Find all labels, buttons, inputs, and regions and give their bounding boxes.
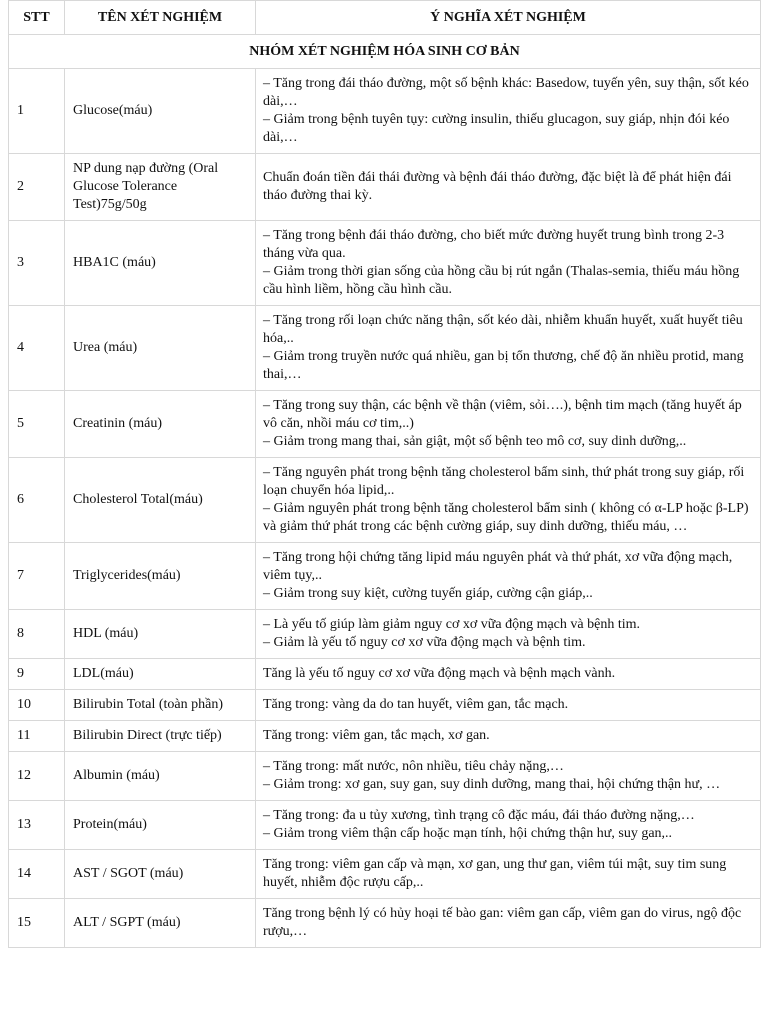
meaning-line: – Giảm trong truyền nước quá nhiều, gan bị tổn thương, chế độ ăn nhiều protid, mang thai,… [263, 349, 744, 382]
row-test-name: Triglycerides(máu) [65, 543, 256, 610]
meaning-line: – Tăng trong rối loạn chức năng thận, sốt kéo dài, nhiễm khuẩn huyết, xuất huyết tiêu hóa,.. [263, 313, 743, 346]
row-stt: 5 [9, 391, 65, 458]
table-row [9, 458, 761, 543]
table-row [9, 221, 761, 306]
row-test-name: HDL (máu) [65, 610, 256, 659]
row-stt: 14 [9, 850, 65, 899]
table-row [9, 391, 761, 458]
meaning-line: Tăng trong: viêm gan cấp và mạn, xơ gan, ung thư gan, viêm túi mật, suy tim sung huyết, nhiễm độc rượu cấp,.. [263, 857, 727, 890]
table-row [9, 752, 761, 801]
table-row [9, 899, 761, 948]
row-test-meaning [256, 659, 761, 690]
table-row [9, 801, 761, 850]
meaning-line: – Giảm là yếu tố nguy cơ xơ vữa động mạch và bệnh tim. [263, 635, 586, 650]
meaning-line: – Tăng trong suy thận, các bệnh về thận (viêm, sỏi….), bệnh tim mạch (tăng huyết áp vô căn, nhồi máu cơ tim,..) [263, 398, 742, 431]
row-test-meaning [256, 306, 761, 391]
row-test-meaning [256, 69, 761, 154]
row-test-meaning [256, 721, 761, 752]
row-test-name: ALT / SGPT (máu) [65, 899, 256, 948]
meaning-line: – Giảm trong thời gian sống của hồng cầu bị rút ngắn (Thalas-semia, thiếu máu hồng cầu hình liềm, hồng cầu hình cầu. [263, 264, 740, 297]
row-test-name: Bilirubin Total (toàn phần) [65, 690, 256, 721]
row-test-name: Glucose(máu) [65, 69, 256, 154]
meaning-line: Tăng trong: viêm gan, tắc mạch, xơ gan. [263, 728, 490, 743]
row-test-name: Creatinin (máu) [65, 391, 256, 458]
row-stt: 4 [9, 306, 65, 391]
row-test-meaning [256, 221, 761, 306]
meaning-line: – Tăng trong: đa u tủy xương, tình trạng cô đặc máu, đái tháo đường nặng,… [263, 808, 695, 823]
table-row [9, 306, 761, 391]
row-stt: 1 [9, 69, 65, 154]
row-stt: 10 [9, 690, 65, 721]
row-test-meaning [256, 458, 761, 543]
table-row [9, 659, 761, 690]
meaning-line: – Tăng nguyên phát trong bệnh tăng cholesterol bẩm sinh, thứ phát trong suy giáp, rối loạn chuyển hóa lipid,.. [263, 465, 745, 498]
table-row [9, 154, 761, 221]
table-row [9, 721, 761, 752]
row-test-meaning [256, 752, 761, 801]
table-row [9, 543, 761, 610]
row-test-meaning [256, 543, 761, 610]
meaning-line: – Giảm nguyên phát trong bệnh tăng cholesterol bẩm sinh ( không có α-LP hoặc β-LP) và giảm thứ phát trong các bệnh cường giáp, suy dinh dưỡng, thiếu máu, … [263, 501, 749, 534]
row-test-meaning [256, 610, 761, 659]
table-row [9, 850, 761, 899]
row-stt: 3 [9, 221, 65, 306]
meaning-line: – Giảm trong viêm thận cấp hoặc mạn tính, hội chứng thận hư, suy gan,.. [263, 826, 673, 841]
meaning-line: – Giảm trong suy kiệt, cường tuyến giáp, cường cận giáp,.. [263, 586, 593, 601]
row-stt: 2 [9, 154, 65, 221]
row-test-meaning [256, 850, 761, 899]
meaning-line: – Tăng trong bệnh đái tháo đường, cho biết mức đường huyết trung bình trong 2-3 tháng vừa qua. [263, 228, 725, 261]
meaning-line: – Tăng trong đái tháo đường, một số bệnh khác: Basedow, tuyến yên, suy thận, sốt kéo dài,… [263, 76, 749, 109]
header-test-meaning: Ý NGHĨA XÉT NGHIỆM [256, 1, 761, 35]
meaning-line: – Tăng trong hội chứng tăng lipid máu nguyên phát và thứ phát, xơ vữa động mạch, viêm tụy,.. [263, 550, 733, 583]
row-stt: 15 [9, 899, 65, 948]
meaning-line: – Giảm trong mang thai, sản giật, một số bệnh teo mô cơ, suy dinh dưỡng,.. [263, 434, 687, 449]
row-test-meaning [256, 154, 761, 221]
row-stt: 8 [9, 610, 65, 659]
meaning-line: Tăng là yếu tố nguy cơ xơ vữa động mạch và bệnh mạch vành. [263, 666, 616, 681]
row-test-meaning [256, 690, 761, 721]
lab-tests-table [8, 0, 761, 948]
meaning-line: Chuẩn đoán tiền đái thái đường và bệnh đái tháo đường, đặc biệt là để phát hiện đái tháo đường thai kỳ. [263, 170, 732, 203]
row-stt: 13 [9, 801, 65, 850]
table-header [9, 1, 761, 35]
row-test-meaning [256, 801, 761, 850]
meaning-line: – Giảm trong bệnh tuyên tụy: cường insulin, thiếu glucagon, suy giáp, nhịn đói kéo dài,… [263, 112, 730, 145]
row-stt: 6 [9, 458, 65, 543]
row-test-name: NP dung nạp đường (Oral Glucose Tolerance Test)75g/50g [65, 154, 256, 221]
meaning-line: – Tăng trong: mất nước, nôn nhiều, tiêu chảy nặng,… [263, 759, 564, 774]
table-row [9, 690, 761, 721]
row-test-name: Urea (máu) [65, 306, 256, 391]
row-stt: 9 [9, 659, 65, 690]
table-row [9, 610, 761, 659]
header-stt: STT [9, 1, 65, 35]
row-stt: 7 [9, 543, 65, 610]
group-title: NHÓM XÉT NGHIỆM HÓA SINH CƠ BẢN [9, 35, 761, 69]
header-test-name: TÊN XÉT NGHIỆM [65, 1, 256, 35]
row-test-name: Cholesterol Total(máu) [65, 458, 256, 543]
row-test-meaning [256, 391, 761, 458]
meaning-line: – Giảm trong: xơ gan, suy gan, suy dinh dưỡng, mang thai, hội chứng thận hư, … [263, 777, 721, 792]
group-row [9, 35, 761, 69]
row-test-name: HBA1C (máu) [65, 221, 256, 306]
row-stt: 11 [9, 721, 65, 752]
meaning-line: Tăng trong: vàng da do tan huyết, viêm gan, tắc mạch. [263, 697, 569, 712]
table-row [9, 69, 761, 154]
table-body [9, 35, 761, 948]
row-test-meaning [256, 899, 761, 948]
row-stt: 12 [9, 752, 65, 801]
row-test-name: Bilirubin Direct (trực tiếp) [65, 721, 256, 752]
header-row [9, 1, 761, 35]
row-test-name: Protein(máu) [65, 801, 256, 850]
meaning-line: Tăng trong bệnh lý có hủy hoại tế bào gan: viêm gan cấp, viêm gan do virus, ngộ độc rượu,… [263, 906, 742, 939]
row-test-name: LDL(máu) [65, 659, 256, 690]
meaning-line: – Là yếu tố giúp làm giảm nguy cơ xơ vữa động mạch và bệnh tim. [263, 617, 640, 632]
row-test-name: AST / SGOT (máu) [65, 850, 256, 899]
row-test-name: Albumin (máu) [65, 752, 256, 801]
